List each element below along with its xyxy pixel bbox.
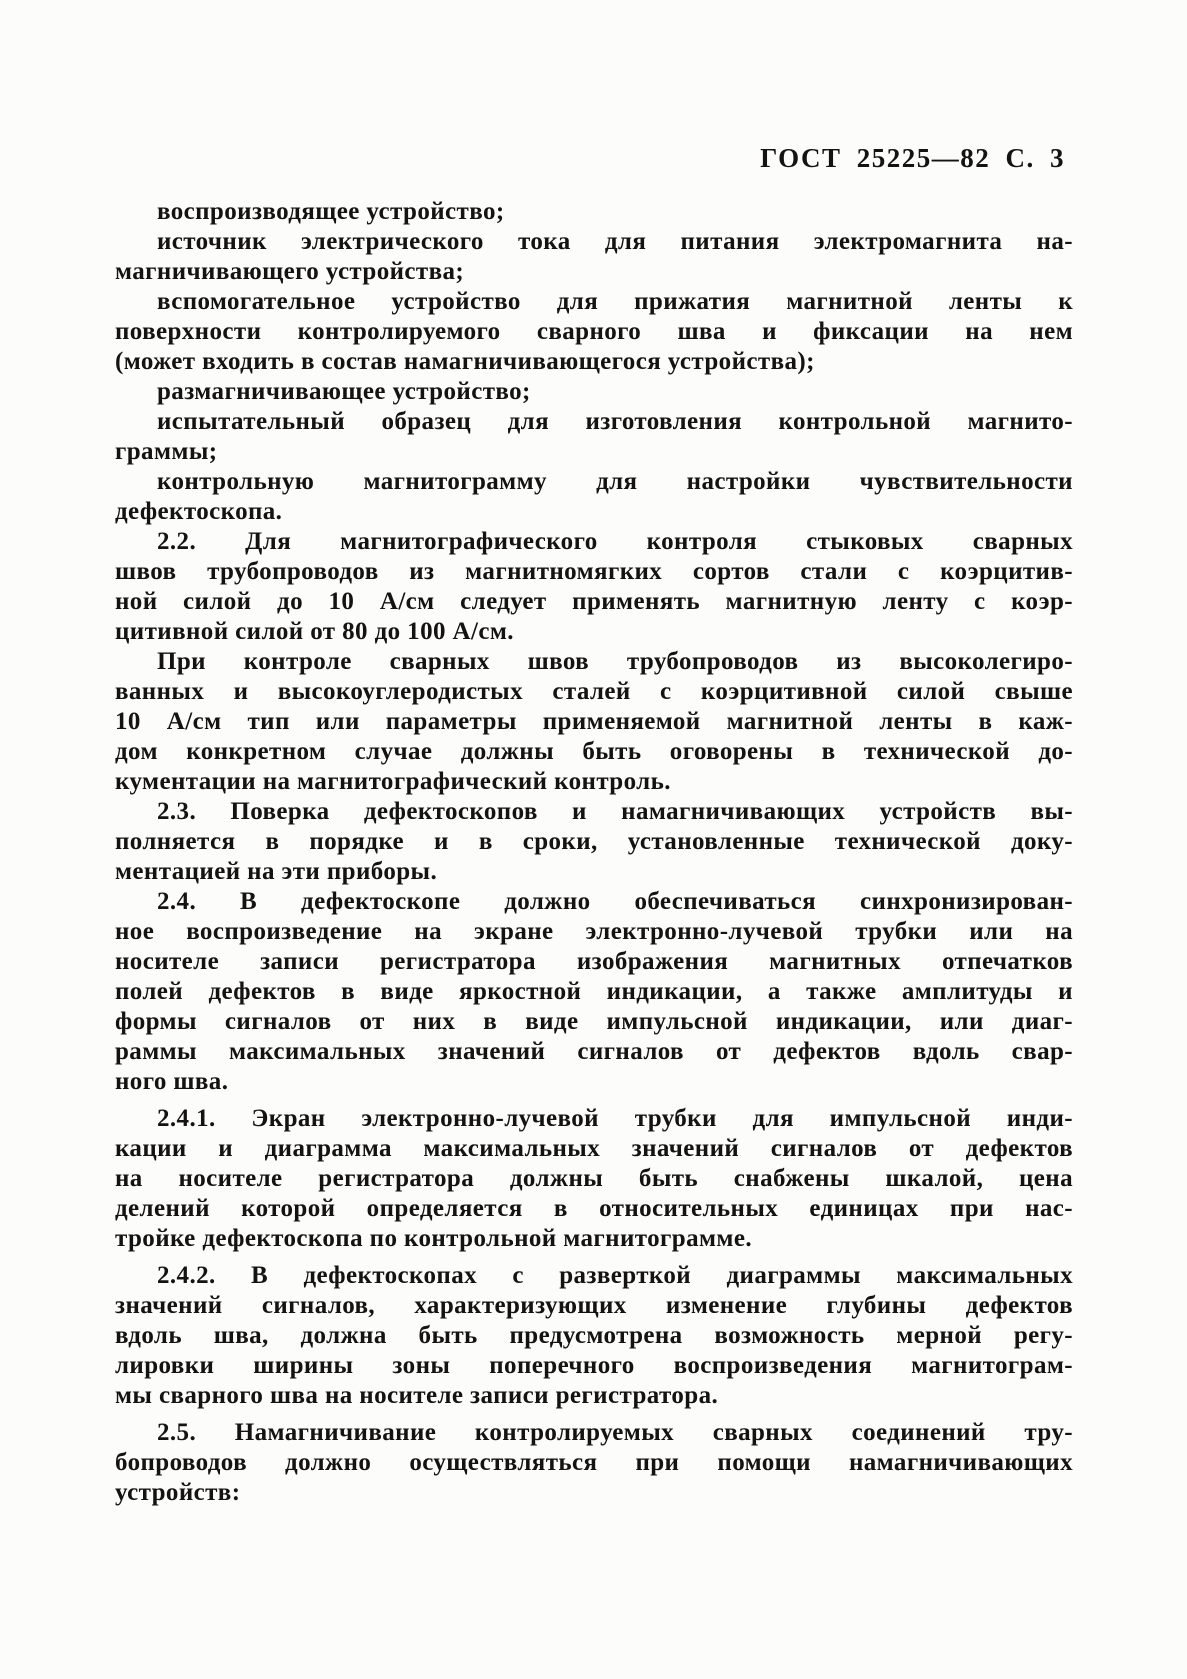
paragraph-line: бопроводов должно осуществляться при помощи намагничивающих bbox=[115, 1449, 1073, 1476]
paragraph-line: размагничивающее устройство; bbox=[157, 378, 531, 405]
paragraph-line: полей дефектов в виде яркостной индикации, а также амплитуды и bbox=[115, 978, 1073, 1005]
paragraph-line: значений сигналов, характеризующих изменение глубины дефектов bbox=[115, 1292, 1073, 1319]
paragraph-line: носителе записи регистратора изображения магнитных отпечатков bbox=[115, 948, 1073, 975]
paragraph-line: тройке дефектоскопа по контрольной магнитограмме. bbox=[115, 1225, 752, 1252]
paragraph-line: воспроизводящее устройство; bbox=[157, 198, 505, 225]
paragraph-line: ментацией на эти приборы. bbox=[115, 858, 438, 885]
paragraph bbox=[115, 1261, 1073, 1411]
paragraph-line: 10 А/см тип или параметры применяемой магнитной ленты в каж- bbox=[115, 708, 1073, 735]
paragraph-line: граммы; bbox=[115, 438, 218, 465]
paragraph-line: мы сварного шва на носителе записи регистратора. bbox=[115, 1382, 719, 1409]
paragraph-line: кументации на магнитографический контроль. bbox=[115, 768, 671, 795]
paragraph bbox=[115, 527, 1073, 647]
paragraph-line: 2.2. Для магнитографического контроля стыковых сварных bbox=[157, 528, 1073, 555]
paragraph bbox=[115, 1418, 1073, 1508]
paragraph-line: дефектоскопа. bbox=[115, 498, 283, 525]
paragraph-line: цитивной силой от 80 до 100 А/см. bbox=[115, 618, 514, 645]
paragraph bbox=[115, 197, 1073, 227]
paragraph bbox=[115, 797, 1073, 887]
paragraph-line: устройств: bbox=[115, 1479, 241, 1506]
paragraph-line: поверхности контролируемого сварного шва и фиксации на нем bbox=[115, 318, 1073, 345]
paragraph-line: кации и диаграмма максимальных значений сигналов от дефектов bbox=[115, 1135, 1073, 1162]
paragraph-line: полняется в порядке и в сроки, установленные технической доку- bbox=[115, 828, 1073, 855]
paragraph-line: контрольную магнитограмму для настройки чувствительности bbox=[157, 468, 1073, 495]
paragraph-line: вспомогательное устройство для прижатия магнитной ленты к bbox=[157, 288, 1073, 315]
paragraph-line: испытательный образец для изготовления контрольной магнито- bbox=[157, 408, 1073, 435]
paragraph-line: магничивающего устройства; bbox=[115, 258, 465, 285]
paragraph-line: швов трубопроводов из магнитномягких сортов стали с коэрцитив- bbox=[115, 558, 1073, 585]
paragraph bbox=[115, 407, 1073, 467]
paragraph-line: ной силой до 10 А/см следует применять магнитную ленту с коэр- bbox=[115, 588, 1073, 615]
paragraph bbox=[115, 467, 1073, 527]
paragraph-line: источник электрического тока для питания электромагнита на- bbox=[157, 228, 1073, 255]
paragraph-line: 2.4.2. В дефектоскопах с разверткой диаграммы максимальных bbox=[157, 1262, 1073, 1289]
paragraph-line: вдоль шва, должна быть предусмотрена возможность мерной регу- bbox=[115, 1322, 1073, 1349]
paragraph-line: ванных и высокоуглеродистых сталей с коэрцитивной силой свыше bbox=[115, 678, 1073, 705]
paragraph-line: формы сигналов от них в виде импульсной индикации, или диаг- bbox=[115, 1008, 1073, 1035]
paragraph bbox=[115, 227, 1073, 287]
page-header: ГОСТ 25225—82 С. 3 bbox=[760, 143, 1065, 173]
paragraph-line: 2.4.1. Экран электронно-лучевой трубки для импульсной инди- bbox=[157, 1105, 1073, 1132]
paragraph-line: 2.5. Намагничивание контролируемых сварных соединений тру- bbox=[157, 1419, 1073, 1446]
paragraph bbox=[115, 287, 1073, 377]
paragraph-line: 2.3. Поверка дефектоскопов и намагничивающих устройств вы- bbox=[157, 798, 1073, 825]
paragraph-line: раммы максимальных значений сигналов от дефектов вдоль свар- bbox=[115, 1038, 1073, 1065]
paragraph-line: ное воспроизведение на экране электронно-лучевой трубки или на bbox=[115, 918, 1073, 945]
paragraph-line: ного шва. bbox=[115, 1068, 229, 1095]
paragraph-line: дом конкретном случае должны быть оговорены в технической до- bbox=[115, 738, 1073, 765]
paragraph bbox=[115, 1104, 1073, 1254]
paragraph bbox=[115, 647, 1073, 797]
paragraph bbox=[115, 887, 1073, 1097]
document-body bbox=[115, 197, 1073, 1508]
paragraph-line: При контроле сварных швов трубопроводов из высоколегиро- bbox=[157, 648, 1073, 675]
paragraph-line: делений которой определяется в относительных единицах при нас- bbox=[115, 1195, 1073, 1222]
paragraph-line: (может входить в состав намагничивающегося устройства); bbox=[115, 348, 815, 375]
paragraph bbox=[115, 377, 1073, 407]
paragraph-line: 2.4. В дефектоскопе должно обеспечиваться синхронизирован- bbox=[157, 888, 1073, 915]
paragraph-line: лировки ширины зоны поперечного воспроизведения магнитограм- bbox=[115, 1352, 1073, 1379]
paragraph-line: на носителе регистратора должны быть снабжены шкалой, цена bbox=[115, 1165, 1073, 1192]
